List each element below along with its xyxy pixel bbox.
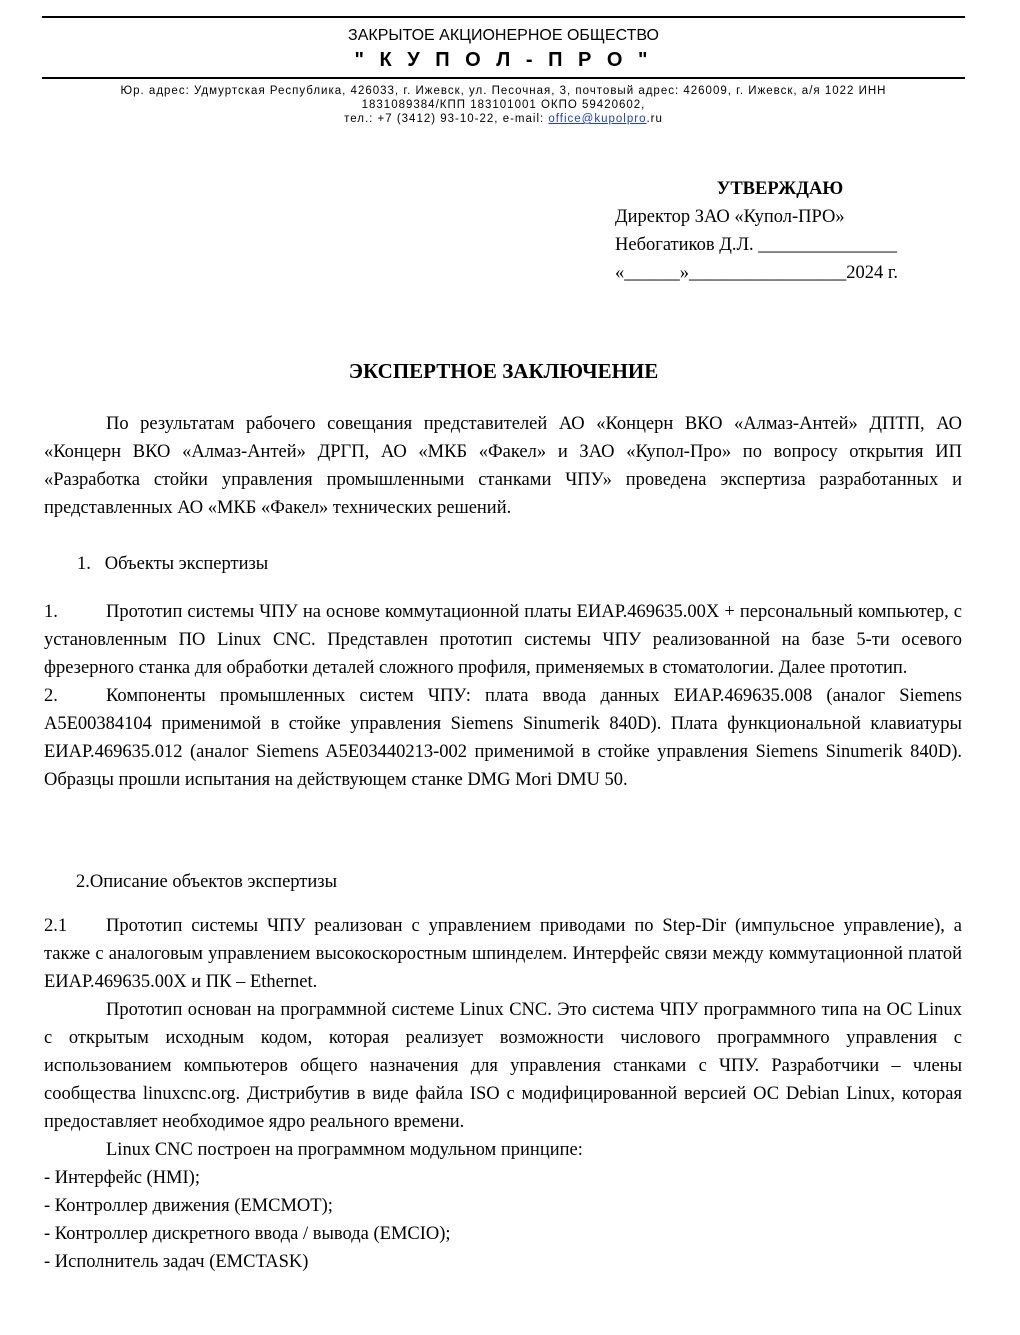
item-number: 2. — [44, 686, 58, 706]
section1-item-1 — [44, 598, 962, 682]
module-list-item: - Исполнитель задач (EMCTASK) — [44, 1252, 309, 1272]
letterhead-top-rule — [42, 16, 965, 18]
module-list-item: - Контроллер дискретного ввода / вывода (EMCIO); — [44, 1224, 451, 1244]
section1-item-2 — [44, 682, 962, 794]
approval-block — [615, 175, 965, 287]
section2-content — [44, 912, 962, 1276]
item-number: 2.1 — [44, 916, 68, 936]
section2-item-2-1 — [44, 912, 962, 996]
contact-phone: тел.: +7 (3412) 93-10-22, e-mail: — [344, 113, 549, 125]
email-link[interactable]: office@kupolpro — [548, 113, 647, 125]
section1-heading — [44, 550, 962, 578]
approval-date: «______»_________________2024 г. — [615, 263, 899, 283]
module-list-item: - Контроллер движения (EMCMOT); — [44, 1196, 333, 1216]
section2-paragraph-2: Прототип основан на программной системе Linux CNC. Это система ЧПУ программного типа на ОС Linux с открытым исходным кодом, которая реализует возможности числового программного управления с использованием компьютеров общего назначения для управления станками с ЧПУ. Разработчики – члены сообщества linuxcnc.org. Дистрибутив в виде файла ISO с модифицированной версией ОС Debian Linux, которая предоставляет необходимое ядро реального времени. — [44, 1000, 962, 1132]
section2-heading — [44, 868, 962, 896]
company-address — [42, 84, 965, 126]
item-text: Компоненты промышленных систем ЧПУ: плата ввода данных ЕИАР.469635.008 (аналог Siemens A5E00384104 применимой в стойке управления Siemens Sinumerik 840D). Плата функциональной клавиатуры ЕИАР.469635.012 (аналог Siemens A5E03440213-002 применимой в стойке управления Siemens Sinumerik 840D). Образцы прошли испытания на действующем станке DMG Mori DMU 50. — [44, 686, 962, 790]
module-list-item: - Интерфейс (HMI); — [44, 1168, 200, 1188]
section1-list — [44, 598, 962, 794]
email-suffix: .ru — [646, 113, 663, 125]
company-name: " К У П О Л - П Р О " — [354, 49, 653, 71]
address-line-1: Юр. адрес: Удмуртская Республика, 426033, г. Ижевск, ул. Песочная, 3, почтовый адрес: 426009, г. Ижевск, а/я 1022 ИНН — [120, 85, 887, 97]
item-text: Прототип системы ЧПУ на основе коммутационной платы ЕИАР.469635.00Х + персональный компьютер, с установленным ПО Linux CNC. Представлен прототип системы ЧПУ реализованной на базе 5-ти осевого фрезерного станка для обработки деталей сложного профиля, применяемых в стоматологии. Далее прототип. — [44, 602, 962, 678]
item-number: 1. — [44, 602, 58, 622]
section2-heading-text: 2.Описание объектов экспертизы — [76, 872, 338, 892]
section2-paragraph-3: Linux CNC построен на программном модульном принципе: — [106, 1140, 583, 1160]
approval-signer: Небогатиков Д.Л. _______________ — [615, 235, 897, 255]
item-text: Прототип системы ЧПУ реализован с управлением приводами по Step-Dir (импульсное управление), а также с аналоговым управлением высокоскоростным шпинделем. Интерфейс связи между коммутационной платой ЕИАР.469635.00Х и ПК – Ethernet. — [44, 916, 962, 992]
company-type: ЗАКРЫТОЕ АКЦИОНЕРНОЕ ОБЩЕСТВО — [348, 27, 659, 44]
approval-position: Директор ЗАО «Купол-ПРО» — [615, 207, 845, 227]
section1-heading-text: 1. Объекты экспертизы — [77, 554, 269, 574]
intro-text: По результатам рабочего совещания представителей АО «Концерн ВКО «Алмаз-Антей» ДПТП, АО «Концерн ВКО «Алмаз-Антей» ДРГП, АО «МКБ «Факел» и ЗАО «Купол-Про» по вопросу открытия ИП «Разработка стойки управления промышленными станками ЧПУ» проведена экспертиза разработанных и представленных АО «МКБ «Факел» технических решений. — [44, 414, 962, 518]
intro-paragraph — [44, 410, 962, 522]
address-line-3 — [42, 112, 965, 126]
approval-heading: УТВЕРЖДАЮ — [716, 179, 844, 199]
address-line-2: 1831089384/КПП 183101001 ОКПО 59420602, — [361, 99, 646, 111]
letterhead-bottom-rule — [42, 77, 965, 79]
document-title: ЭКСПЕРТНОЕ ЗАКЛЮЧЕНИЕ — [348, 359, 659, 383]
